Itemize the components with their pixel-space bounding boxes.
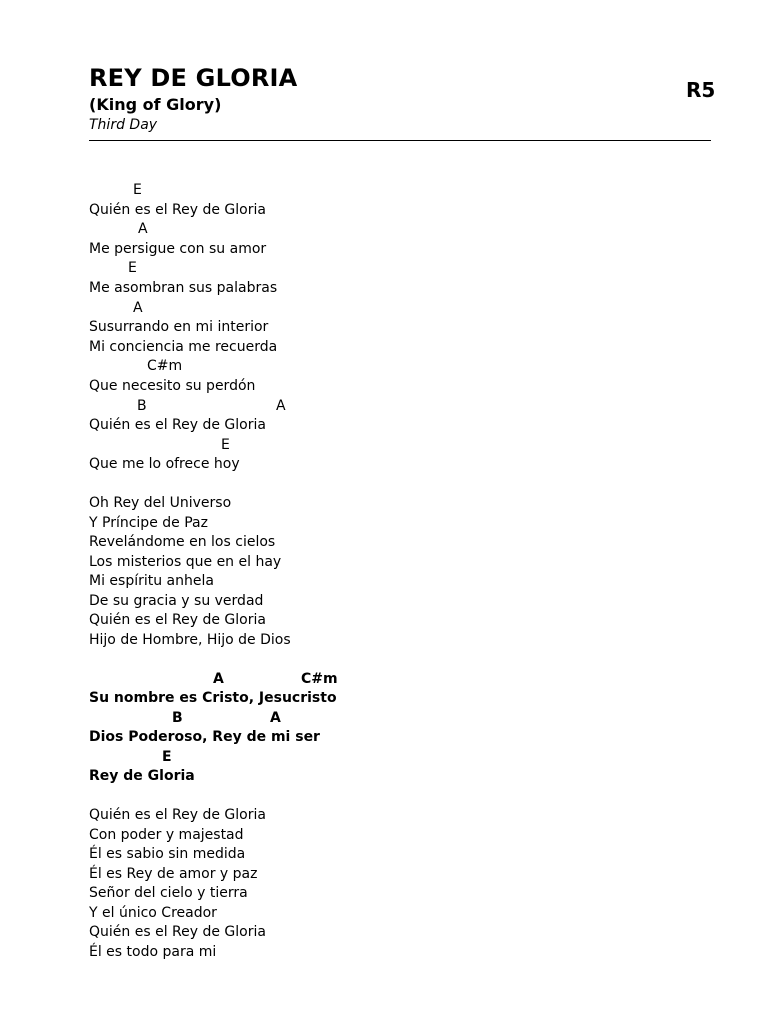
lyric-line: Revelándome en los cielos — [89, 534, 276, 550]
chord: A — [276, 398, 286, 414]
song-subtitle: (King of Glory) — [89, 95, 222, 114]
chord: B — [137, 398, 147, 414]
lyric-line: Dios Poderoso, Rey de mi ser — [89, 729, 320, 745]
chord: E — [128, 260, 137, 276]
chord: C#m — [147, 358, 183, 374]
chord: A — [138, 221, 148, 237]
lyric-line: Su nombre es Cristo, Jesucristo — [89, 690, 337, 706]
lyric-line: Él es todo para mi — [89, 944, 217, 960]
lyric-line: Y Príncipe de Paz — [89, 515, 208, 531]
lyric-line: Rey de Gloria — [89, 768, 195, 784]
lyric-line: Los misterios que en el hay — [89, 554, 282, 570]
lyric-line: Hijo de Hombre, Hijo de Dios — [89, 632, 291, 648]
lyric-line: Oh Rey del Universo — [89, 495, 232, 511]
lyric-line: Quién es el Rey de Gloria — [89, 202, 266, 218]
chord: A — [213, 671, 224, 687]
lyric-line: Quién es el Rey de Gloria — [89, 807, 266, 823]
lyric-line: Susurrando en mi interior — [89, 319, 269, 335]
lyric-line: Quién es el Rey de Gloria — [89, 924, 266, 940]
lyric-line: Me asombran sus palabras — [89, 280, 278, 296]
lyric-line: Con poder y majestad — [89, 827, 244, 843]
lyric-line: Mi espíritu anhela — [89, 573, 214, 589]
lyric-line: Me persigue con su amor — [89, 241, 267, 257]
lyric-line: Quién es el Rey de Gloria — [89, 417, 266, 433]
lyric-line: Mi conciencia me recuerda — [89, 339, 278, 355]
lyric-line: De su gracia y su verdad — [89, 593, 264, 609]
chord: A — [270, 710, 281, 726]
chord: E — [162, 749, 172, 765]
lyric-line: Y el único Creador — [89, 905, 217, 921]
song-code: R5 — [686, 78, 716, 102]
chord: E — [133, 182, 142, 198]
lyric-line: Él es Rey de amor y paz — [89, 866, 258, 882]
chord: A — [133, 300, 143, 316]
lyric-line: Que necesito su perdón — [89, 378, 256, 394]
header-divider — [89, 140, 711, 141]
lyric-line: Señor del cielo y tierra — [89, 885, 248, 901]
lyric-line: Que me lo ofrece hoy — [89, 456, 240, 472]
chord: E — [221, 437, 230, 453]
lyric-line: Él es sabio sin medida — [89, 846, 246, 862]
chord: C#m — [301, 671, 338, 687]
song-artist: Third Day — [89, 117, 158, 133]
lyric-line: Quién es el Rey de Gloria — [89, 612, 266, 628]
chord: B — [172, 710, 183, 726]
song-title: REY DE GLORIA — [89, 64, 298, 92]
